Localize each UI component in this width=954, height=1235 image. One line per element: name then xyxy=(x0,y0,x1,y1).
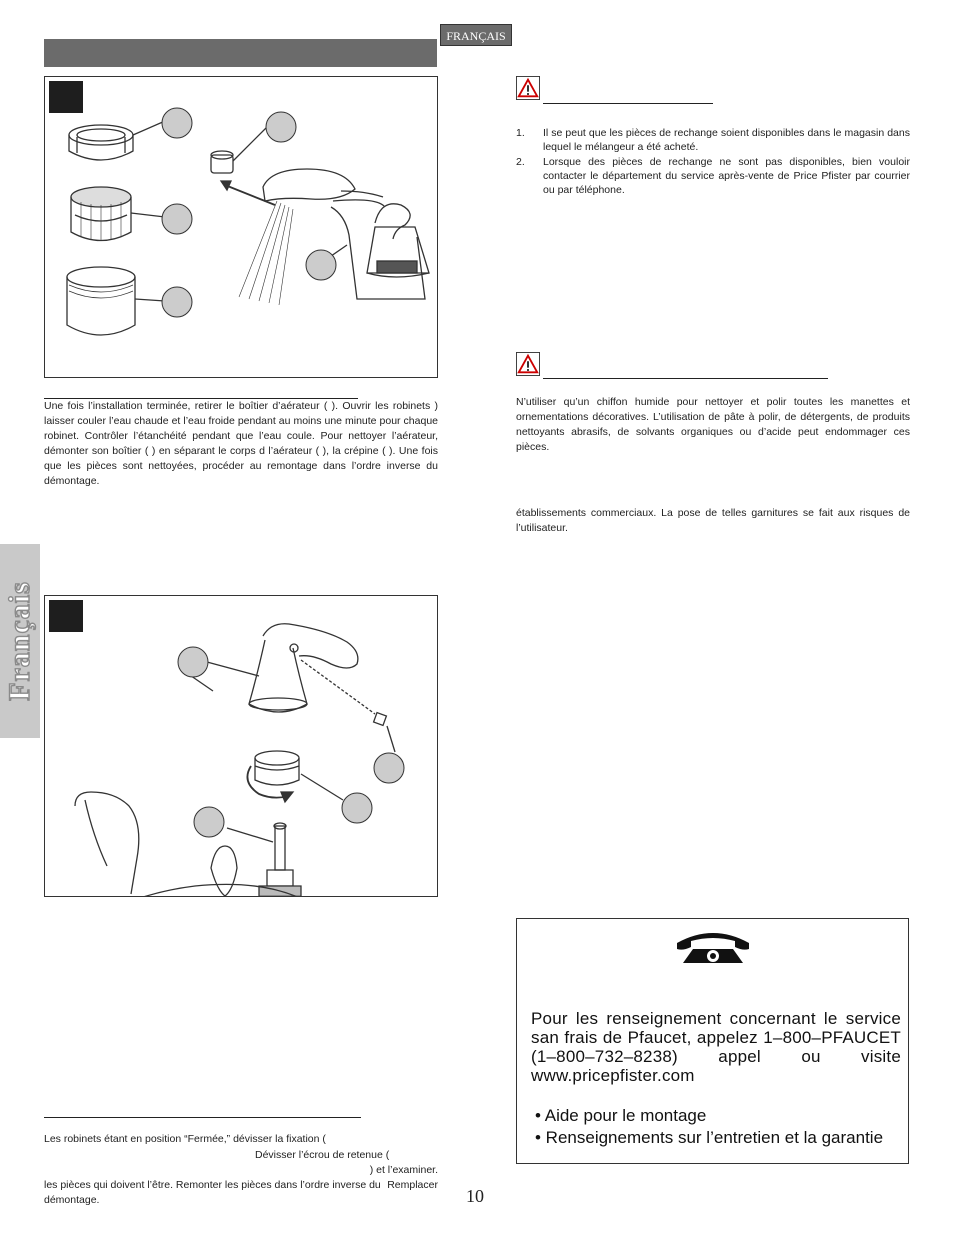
warning-icon xyxy=(515,352,541,376)
cartridge-line-3: ) et l’examiner. Remplacer xyxy=(369,1164,438,1191)
cartridge-line-2: Dévisser l’écrou de retenue ( xyxy=(255,1149,390,1161)
bullet-item: • Aide pour le montage xyxy=(535,1106,707,1125)
bullet-item: • Renseignements sur l’entretien et la garantie xyxy=(535,1128,884,1147)
care-heading-rule xyxy=(543,378,828,379)
side-language-label: Français xyxy=(3,581,36,701)
language-tab: FRANÇAIS xyxy=(440,24,512,46)
aerator-illustration xyxy=(45,77,437,377)
replacement-item xyxy=(516,126,910,156)
telephone-icon xyxy=(673,927,753,967)
list-number: 1. xyxy=(516,127,525,139)
cartridge-heading-rule xyxy=(44,1117,361,1118)
side-language-tab xyxy=(0,544,40,738)
list-number: 2. xyxy=(516,156,525,168)
list-text: Lorsque des pièces de rechange ne sont pas disponibles, bien vouloir contacter le département du service après-vente de Price Pfister par courrier ou par téléphone. xyxy=(543,156,910,196)
page-number: 10 xyxy=(466,1186,484,1206)
contact-info: Pour les renseignement concernant le service san frais de Pfaucet, appelez 1–800–PFAUCET (1–800–732–8238) appel ou visite www.pricepfister.com xyxy=(531,1009,901,1085)
warning-icon xyxy=(515,76,541,100)
replacement-heading-rule xyxy=(543,103,713,104)
cartridge-line-1: Les robinets étant en position “Fermée,” dévisser la fixation ( xyxy=(44,1133,326,1145)
care-instructions: N’utiliser qu’un chiffon humide pour nettoyer et polir toutes les manettes et ornementations décoratives. L’utilisation de pâte à polir, de détergents, de produits nettoyants abrasifs, de solvants organiques ou d’acide peut endommager ces pièces. xyxy=(516,396,910,453)
cartridge-figure xyxy=(44,595,438,897)
contact-box xyxy=(516,918,909,1164)
contact-bullets xyxy=(535,1105,883,1149)
cartridge-illustration xyxy=(45,596,437,896)
aerator-instructions: Une fois l’installation terminée, retirer le boîtier d’aérateur ( ). Ouvrir les robinets ) laisser couler l’eau chaude et l’eau froide pendant au moins une minute pour chaque robinet. Contrôler l’étanchéité pendant que l’eau coule. Pour nettoyer l’aérateur, démonter son boîtier ( ) en séparant le corps d l’aérateur ( ), la crépine ( ). Une fois que les pièces sont nettoyées, procéder au remontage dans l’ordre inverse du démontage. xyxy=(44,400,438,487)
list-text: Il se peut que les pièces de rechange soient disponibles dans le magasin dans lequel le mélangeur a été acheté. xyxy=(543,127,910,153)
replacement-item xyxy=(516,155,910,199)
aerator-figure xyxy=(44,76,438,378)
cartridge-line-4: les pièces qui doivent l’être. Remonter les pièces dans l’ordre inverse du démontage. xyxy=(44,1179,381,1206)
commercial-use-note: établissements commerciaux. La pose de telles garnitures se fait aux risques de l’utilisateur. xyxy=(516,507,910,534)
section-title-bar xyxy=(44,39,437,67)
